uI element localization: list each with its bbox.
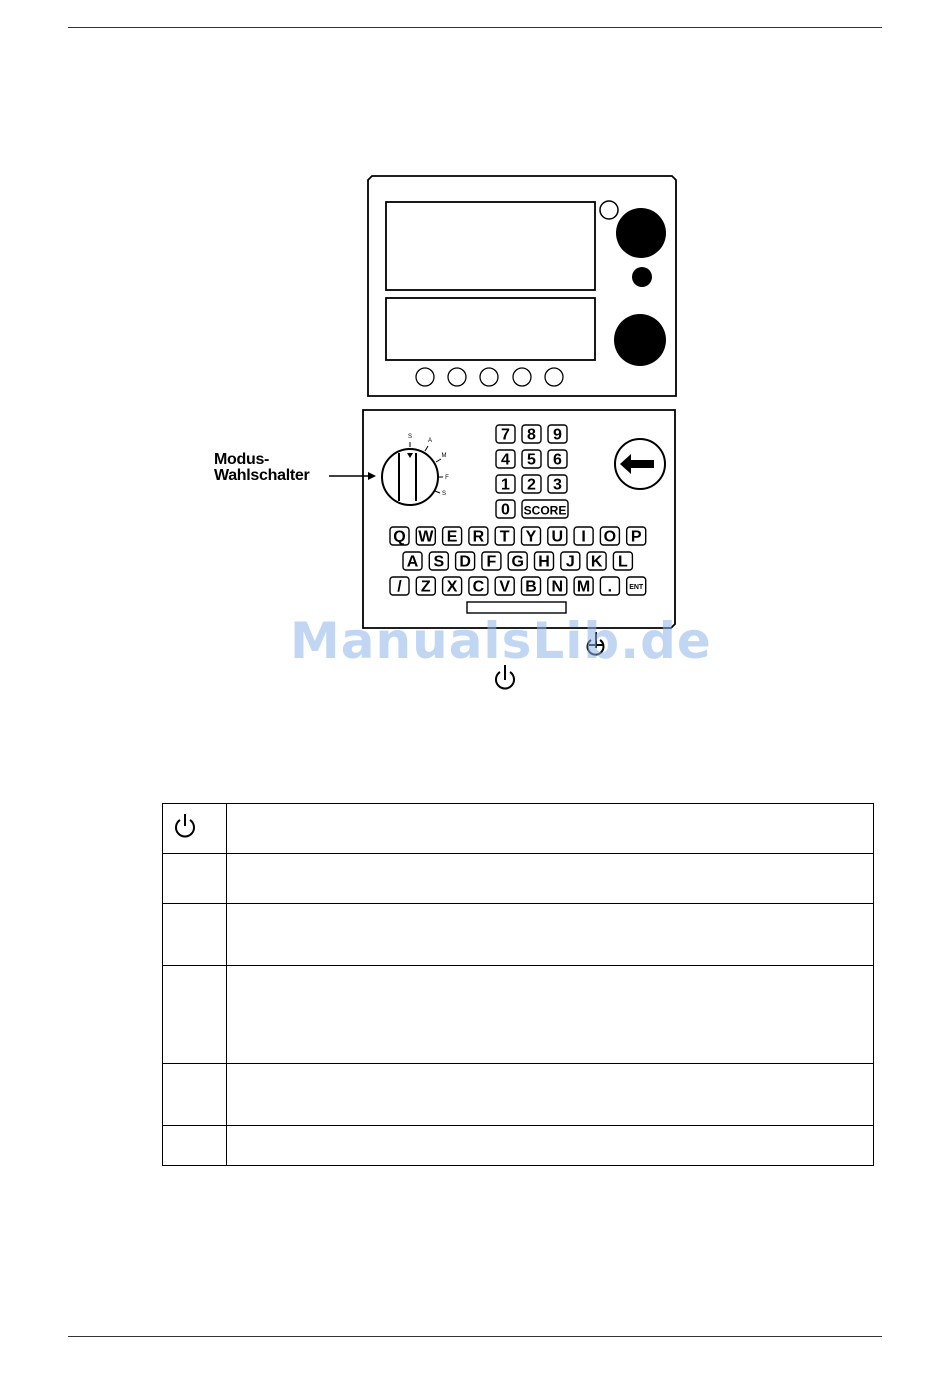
key-label: Y <box>525 528 537 546</box>
key-label: I <box>581 528 586 546</box>
key-label: H <box>538 553 550 571</box>
key-label: S <box>433 553 445 571</box>
key-label: . <box>607 578 613 596</box>
key-label: M <box>576 578 591 596</box>
watermark: ManualsLib.de <box>290 612 712 670</box>
key-label: P <box>630 528 642 546</box>
key-label: T <box>499 528 510 546</box>
function-buttons <box>416 368 563 386</box>
key-label: 4 <box>501 451 510 469</box>
callout-arrow-head <box>368 472 376 480</box>
key-label: K <box>590 553 603 571</box>
small-knob <box>632 267 652 287</box>
key-label: 8 <box>527 426 536 444</box>
callout-line-1: Modus- <box>214 451 270 468</box>
function-button[interactable] <box>513 368 531 386</box>
key-label: Q <box>393 528 406 546</box>
left-arrow-icon <box>620 454 654 474</box>
table-row <box>163 904 874 966</box>
table-row <box>163 966 874 1064</box>
description-cell <box>227 1064 874 1126</box>
table-row <box>163 854 874 904</box>
function-button[interactable] <box>480 368 498 386</box>
indicator-light <box>600 201 618 219</box>
symbol-cell <box>163 854 227 904</box>
key-label: SCORE <box>523 503 567 518</box>
footer-rule <box>68 1336 882 1337</box>
key-label: 3 <box>553 476 562 494</box>
key-label: C <box>472 578 485 596</box>
key-label: W <box>418 528 434 546</box>
description-cell <box>227 1126 874 1166</box>
key-label: O <box>603 528 617 546</box>
upper-display <box>386 202 595 290</box>
key-label: B <box>525 578 537 596</box>
key-label: 6 <box>553 451 562 469</box>
power-icon <box>173 813 197 839</box>
key-label: A <box>406 553 419 571</box>
symbol-cell <box>163 1064 227 1126</box>
key-label: 1 <box>501 476 510 494</box>
dial-pointer <box>407 453 413 458</box>
dial-label: A <box>427 438 433 444</box>
upper-knob <box>616 208 666 258</box>
description-cell <box>227 904 874 966</box>
dial-label: M <box>441 453 447 459</box>
symbol-cell <box>163 966 227 1064</box>
dial-label: S <box>441 491 447 497</box>
key-label: R <box>472 528 485 546</box>
symbol-cell <box>163 804 227 854</box>
key-label: D <box>459 553 471 571</box>
key-label: L <box>618 553 628 571</box>
function-button[interactable] <box>416 368 434 386</box>
symbol-cell <box>163 904 227 966</box>
dial-label: S <box>407 434 413 440</box>
key-label: F <box>486 553 497 571</box>
key-label: 7 <box>501 426 510 444</box>
keyboard <box>390 425 646 596</box>
callout-line-2: Wahlschalter <box>214 467 310 484</box>
key-label: X <box>446 578 458 596</box>
table-row <box>163 804 874 854</box>
key-label: G <box>511 553 524 571</box>
key-label: E <box>446 528 458 546</box>
function-button[interactable] <box>545 368 563 386</box>
key-label: 0 <box>501 501 510 519</box>
key-label: 5 <box>527 451 536 469</box>
key-label: ENT <box>629 584 644 591</box>
key-label: V <box>499 578 511 596</box>
symbol-cell <box>163 1126 227 1166</box>
function-button[interactable] <box>448 368 466 386</box>
table-row <box>163 1064 874 1126</box>
lower-display <box>386 298 595 360</box>
legend-table <box>162 803 874 1166</box>
key-label: J <box>565 553 575 571</box>
lower-knob <box>614 314 666 366</box>
description-cell <box>227 966 874 1064</box>
dial-labels <box>408 434 449 497</box>
key-label: U <box>551 528 564 546</box>
header-rule <box>68 27 882 28</box>
dial-label: F <box>445 475 449 481</box>
description-cell <box>227 854 874 904</box>
mode-selector-callout <box>214 452 309 484</box>
description-cell <box>227 804 874 854</box>
table-row <box>163 1126 874 1166</box>
key-label: Z <box>420 578 431 596</box>
key-label: 9 <box>553 426 562 444</box>
key-label: 2 <box>527 476 536 494</box>
key-label: / <box>397 578 402 596</box>
key-label: N <box>551 578 564 596</box>
